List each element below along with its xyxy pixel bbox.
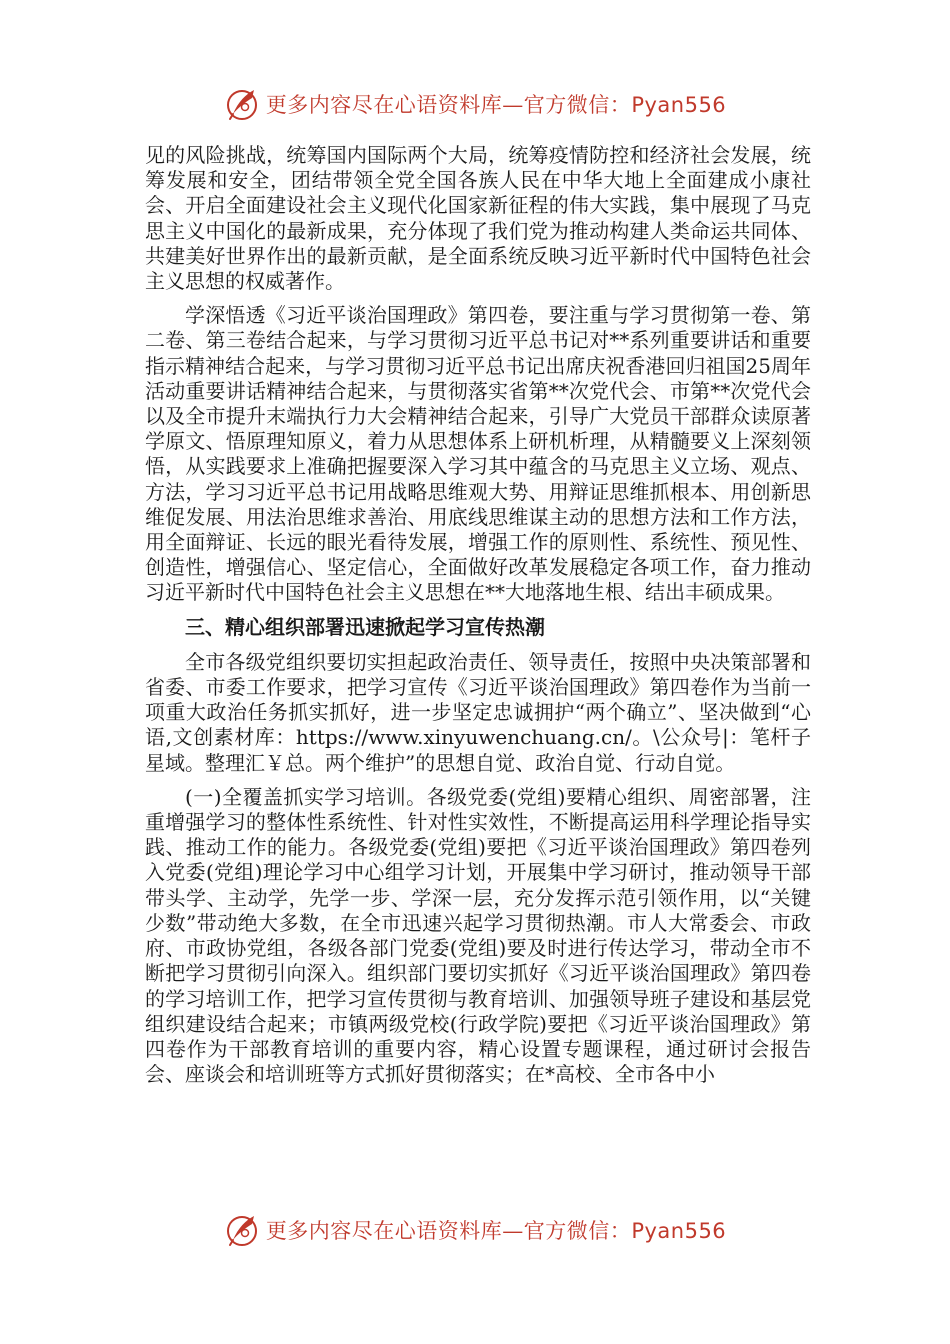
paragraph-continued: 见的风险挑战，统筹国内国际两个大局，统筹疫情防控和经济社会发展，统筹发展和安全，团结带领全党全国各族人民在中华大地上全面建成小康社会、开启全面建设社会主义现代化国家新征程的伟大实践，集中展现了马克思主义中国化的最新成果，充分体现了我们党为推动构建人类命运共同体、共建美好世界作出的最新贡献，是全面系统反映习近平新时代中国特色社会主义思想的权威著作。 — [145, 143, 811, 294]
paragraph-training: (一)全覆盖抓实学习培训。各级党委(党组)要精心组织、周密部署，注重增强学习的整体性系统性、针对性实效性，不断提高运用科学理论指导实践、推动工作的能力。各级党委(党组)要把《习近平谈治国理政》第四卷列入党委(党组)理论学习中心组学习计划，开展集中学习研讨，推动领导干部带头学、主动学，先学一步、学深一层，充分发挥示范引领作用，以“关键少数”带动绝大多数，在全市迅速兴起学习贯彻热潮。市人大常委会、市政府、市政协党组，各级各部门党委(党组)要及时进行传达学习，带动全市不断把学习贯彻引向深入。组织部门要切实抓好《习近平谈治国理政》第四卷的学习培训工作，把学习宣传贯彻与教育培训、加强领导班子建设和基层党组织建设结合起来；市镇两级党校(行政学院)要把《习近平谈治国理政》第四卷作为干部教育培训的重要内容，精心设置专题课程，通过研讨会报告会、座谈会和培训班等方式抓好贯彻落实；在*高校、全市各中小 — [145, 784, 811, 1087]
wechat-id: Pyan556 — [631, 93, 727, 117]
document-body — [145, 143, 811, 1096]
header-banner — [0, 82, 950, 126]
paragraph-organize: 全市各级党组织要切实担起政治责任、领导责任，按照中央决策部署和省委、市委工作要求，把学习宣传《习近平谈治国理政》第四卷作为当前一项重大政治任务抓实抓好，进一步坚定忠诚拥护“两个确立”、坚决做到“心语,文创素材库：https://www.xinyuwenchuang.cn/。\公众号|：笔杆子星域。整理汇￥总。两个维护”的思想自觉、政治自觉、行动自觉。 — [145, 649, 811, 775]
wechat-id: Pyan556 — [631, 1219, 727, 1243]
quill-pen-logo-icon — [224, 86, 260, 122]
section-heading-3: 三、精心组织部署迅速掀起学习宣传热潮 — [185, 614, 545, 639]
quill-pen-logo-icon — [224, 1212, 260, 1248]
paragraph-study: 学深悟透《习近平谈治国理政》第四卷，要注重与学习贯彻第一卷、第二卷、第三卷结合起来，与学习贯彻习近平总书记对**系列重要讲话和重要指示精神结合起来，与学习贯彻习近平总书记出席庆祝香港回归祖国25周年活动重要讲话精神结合起来，与贯彻落实省第**次党代会、市第**次党代会以及全市提升末端执行力大会精神结合起来，引导广大党员干部群众读原著学原文、悟原理知原义，着力从思想体系上研机析理，从精髓要义上深刻领悟，从实践要求上准确把握要深入学习其中蕴含的马克思主义立场、观点、方法，学习习近平总书记用战略思维观大势、用辩证思维抓根本、用创新思维促发展、用法治思维求善治、用底线思维谋主动的思想方法和工作方法，用全面辩证、长远的眼光看待发展，增强工作的原则性、系统性、预见性、创造性，增强信心、坚定信心，全面做好改革发展稳定各项工作，奋力推动习近平新时代中国特色社会主义思想在**大地落地生根、结出丰硕成果。 — [145, 303, 811, 605]
footer-banner-text: 更多内容尽在心语资料库—官方微信：Pyan556 — [265, 1219, 727, 1243]
footer-banner — [0, 1208, 950, 1252]
header-banner-text: 更多内容尽在心语资料库—官方微信：Pyan556 — [265, 93, 727, 117]
